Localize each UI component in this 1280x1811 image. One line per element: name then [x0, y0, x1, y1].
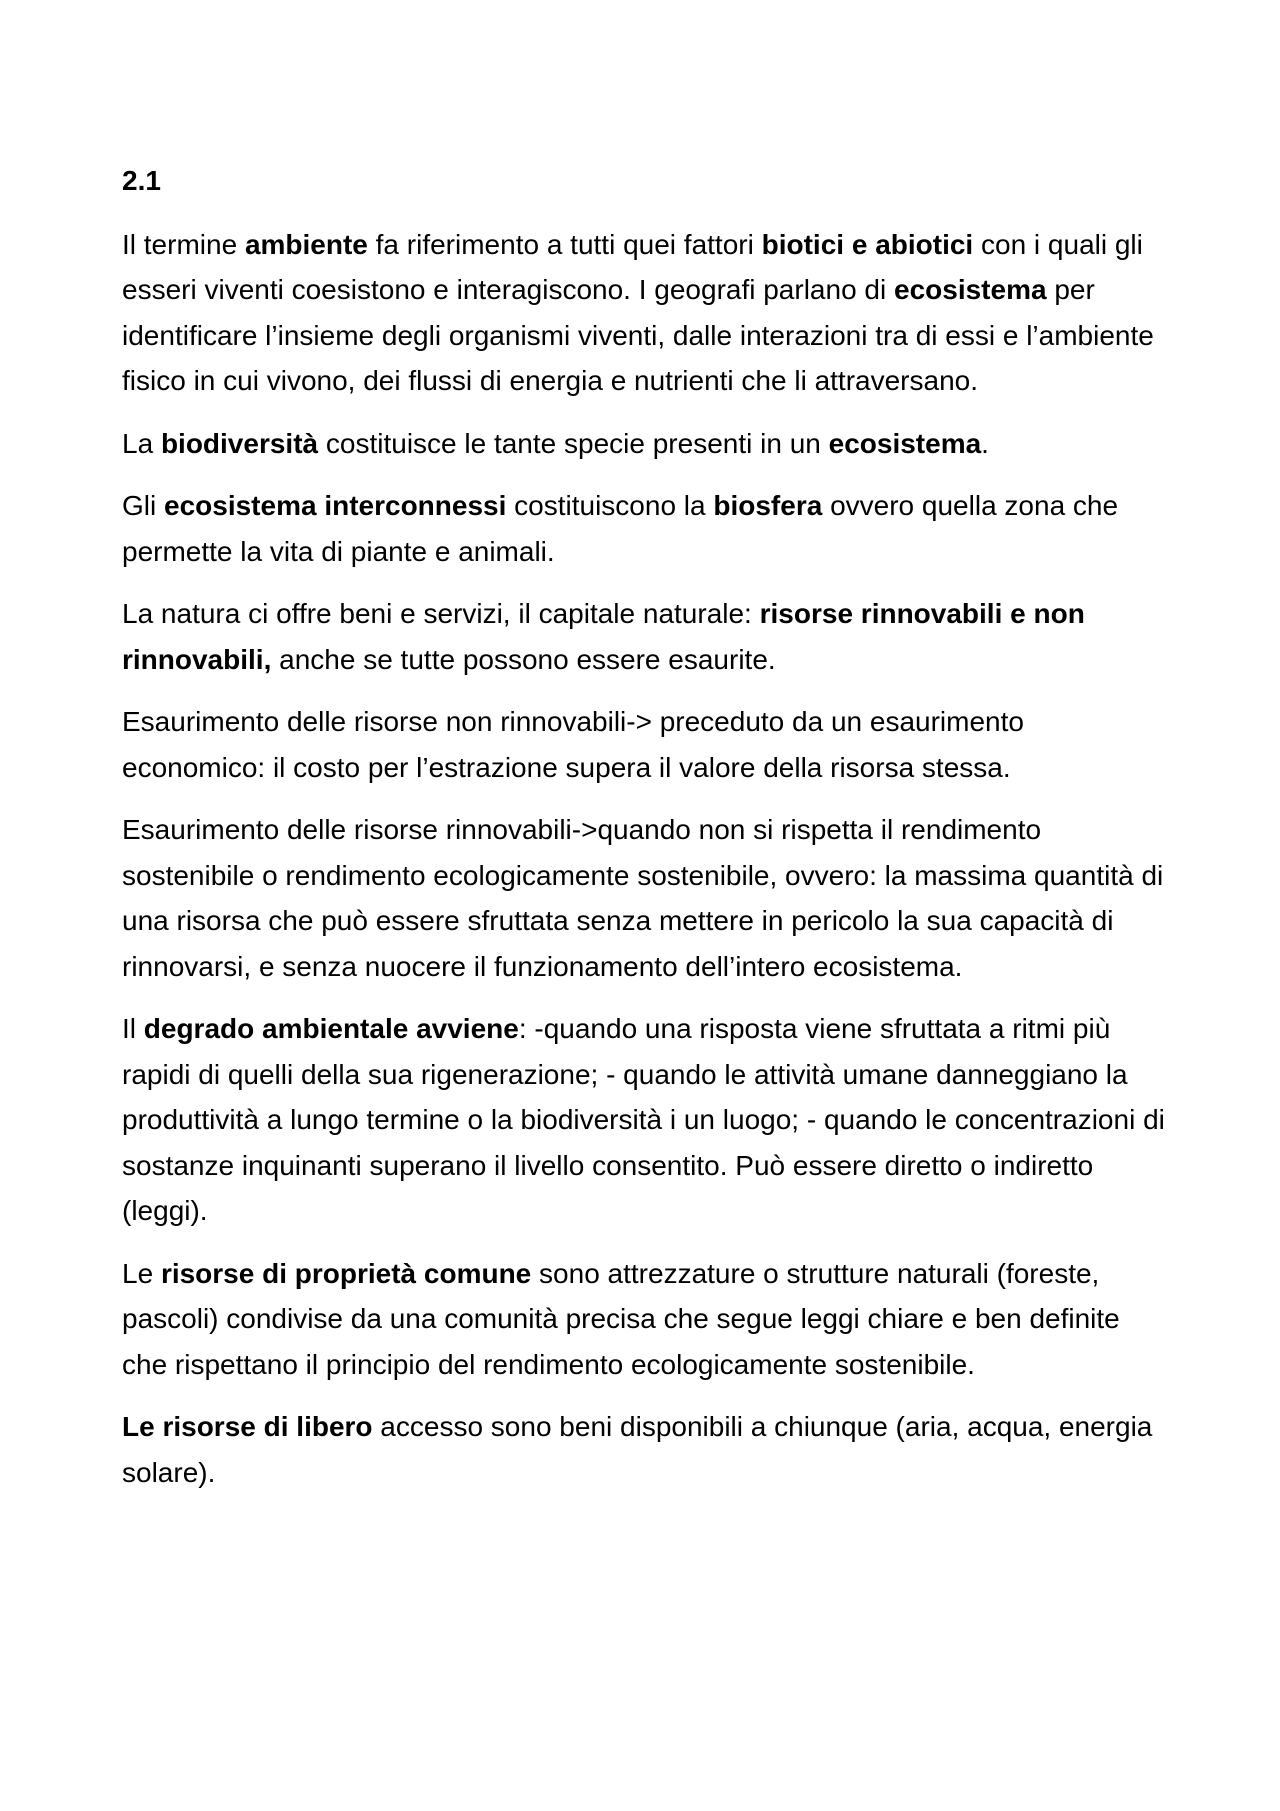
- paragraph: [122, 591, 1170, 682]
- paragraph-text: costituisce le tante specie presenti in un: [318, 427, 829, 459]
- paragraph-text: La natura ci offre beni e servizi, il capitale naturale:: [122, 598, 760, 629]
- paragraph-text: Gli: [122, 490, 164, 521]
- bold-term: ecosistema interconnessi: [164, 490, 507, 521]
- paragraph: [122, 1404, 1170, 1495]
- bold-term: biotici e abiotici: [761, 228, 974, 260]
- paragraph-text: per identificare l’insieme degli organismi viventi, dalle interazioni tra di essi e l’ambiente fisico in cui vivono, dei flussi di energia e nutrienti che li attraversano.: [122, 274, 1154, 396]
- document-page: [122, 158, 1170, 1512]
- paragraph-list: [122, 222, 1170, 1496]
- paragraph-text: .: [981, 427, 989, 459]
- bold-term: degrado ambientale avviene: [143, 1013, 519, 1044]
- paragraph-text: Le: [122, 1257, 161, 1289]
- bold-term: risorse di proprietà comune: [160, 1257, 532, 1289]
- paragraph-text: accesso sono beni disponibili a chiunque (aria, acqua, energia solare).: [122, 1411, 1153, 1488]
- paragraph-text: costituiscono la: [506, 490, 714, 521]
- paragraph: [122, 699, 1170, 790]
- bold-term: ecosistema: [894, 274, 1047, 305]
- bold-term: Le risorse di libero: [122, 1411, 373, 1442]
- bold-term: biosfera: [713, 490, 823, 521]
- paragraph: [122, 1251, 1170, 1388]
- paragraph-text: Il: [122, 1013, 144, 1044]
- bold-term: ambiente: [244, 228, 368, 260]
- paragraph-text: : -quando una risposta viene sfruttata a ritmi più rapidi di quelli della sua rigenerazione; - quando le attività umane danneggiano la produttività a lungo termine o la biodiversità i un luogo; - quando le concentrazioni di sostanze inquinanti superano il livello consentito. Può essere diretto o indiretto (leggi).: [122, 1013, 1165, 1226]
- paragraph: [122, 421, 1170, 467]
- paragraph: [122, 222, 1170, 404]
- paragraph-text: sono attrezzature o strutture naturali (foreste, pascoli) condivise da una comunità precisa che segue leggi chiare e ben definite che rispettano il principio del rendimento ecologicamente sostenibile.: [122, 1257, 1120, 1380]
- bold-term: ecosistema: [828, 427, 982, 459]
- bold-term: risorse rinnovabili e non rinnovabili,: [122, 598, 1085, 675]
- section-heading: 2.1: [122, 165, 161, 196]
- paragraph-text: La: [122, 427, 161, 459]
- bold-term: biodiversità: [160, 427, 319, 459]
- paragraph-text: Il termine: [122, 228, 245, 260]
- paragraph: [122, 1006, 1170, 1234]
- paragraph-text: ovvero quella zona che permette la vita di piante e animali.: [122, 490, 1119, 567]
- paragraph: [122, 483, 1170, 574]
- paragraph-text: Esaurimento delle risorse non rinnovabili-> preceduto da un esaurimento economico: il costo per l’estrazione supera il valore della risorsa stessa.: [122, 706, 1024, 783]
- paragraph-text: Esaurimento delle risorse rinnovabili->quando non si rispetta il rendimento sostenibile o rendimento ecologicamente sostenibile, ovvero: la massima quantità di una risorsa che può essere sfruttata senza mettere in pericolo la sua capacità di rinnovarsi, e senza nuocere il funzionamento dell’intero ecosistema.: [122, 814, 1164, 982]
- paragraph-text: con i quali gli esseri viventi coesistono e interagiscono. I geografi parlano di: [122, 228, 1143, 305]
- paragraph-text: fa riferimento a tutti quei fattori: [367, 228, 762, 260]
- paragraph-text: anche se tutte possono essere esaurite.: [271, 643, 776, 675]
- paragraph: [122, 807, 1170, 989]
